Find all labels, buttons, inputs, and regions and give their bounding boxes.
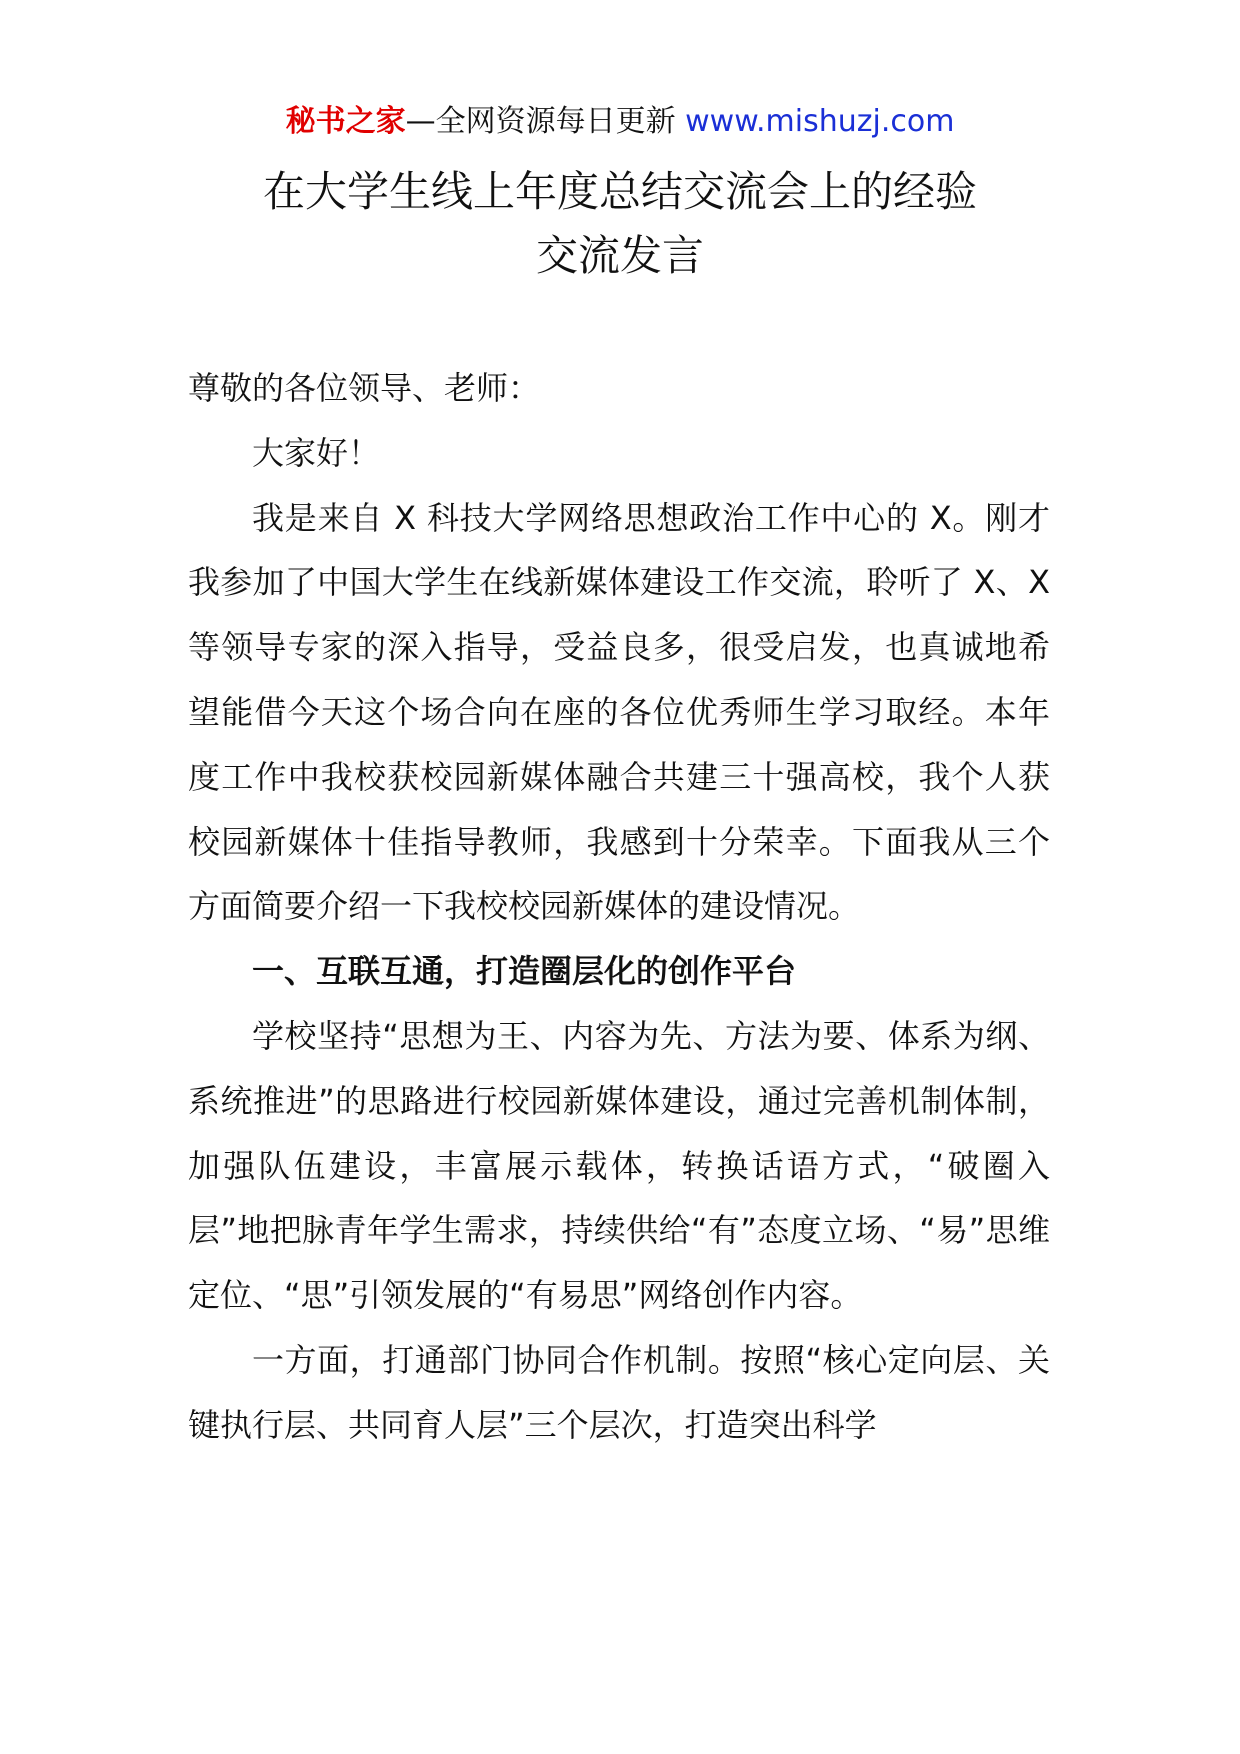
paragraph-section-1-detail: 一方面，打通部门协同合作机制。按照“核心定向层、关键执行层、共同育人层”三个层次，打造突出科学 xyxy=(188,1340,1050,1444)
document-body xyxy=(188,356,1050,1458)
title-line-2: 交流发言 xyxy=(535,231,704,280)
header-slogan: —全网资源每日更新 xyxy=(405,104,686,139)
paragraph-intro: 我是来自 X 科技大学网络思想政治工作中心的 X。刚才我参加了中国大学生在线新媒体建设工作交流，聆听了 X、X 等领导专家的深入指导，受益良多，很受启发，也真诚地希望能借今天这个场合向在座的各位优秀师生学习取经。本年度工作中我校获校园新媒体融合共建三十强高校，我个人获校园新媒体十佳指导教师，我感到十分荣幸。下面我从三个方面简要介绍一下我校校园新媒体的建设情况。 xyxy=(188,498,1050,926)
greeting: 大家好！ xyxy=(252,433,381,472)
paragraph-section-1: 学校坚持“思想为王、内容为先、方法为要、体系为纲、系统推进”的思路进行校园新媒体建设，通过完善机制体制，加强队伍建设，丰富展示载体，转换话语方式，“破圈入层”地把脉青年学生需求，持续供给“有”态度立场、“易”思维定位、“思”引领发展的“有易思”网络创作内容。 xyxy=(188,1016,1050,1315)
watermark-header xyxy=(0,100,1240,144)
website-url[interactable]: www.mishuzj.com xyxy=(685,104,955,139)
section-heading-1: 一、互联互通，打造圈层化的创作平台 xyxy=(252,952,797,991)
salutation: 尊敬的各位领导、老师： xyxy=(188,369,541,407)
title-line-1: 在大学生线上年度总结交流会上的经验 xyxy=(262,167,977,216)
document-title xyxy=(0,160,1240,288)
brand-name: 秘书之家 xyxy=(285,104,406,139)
